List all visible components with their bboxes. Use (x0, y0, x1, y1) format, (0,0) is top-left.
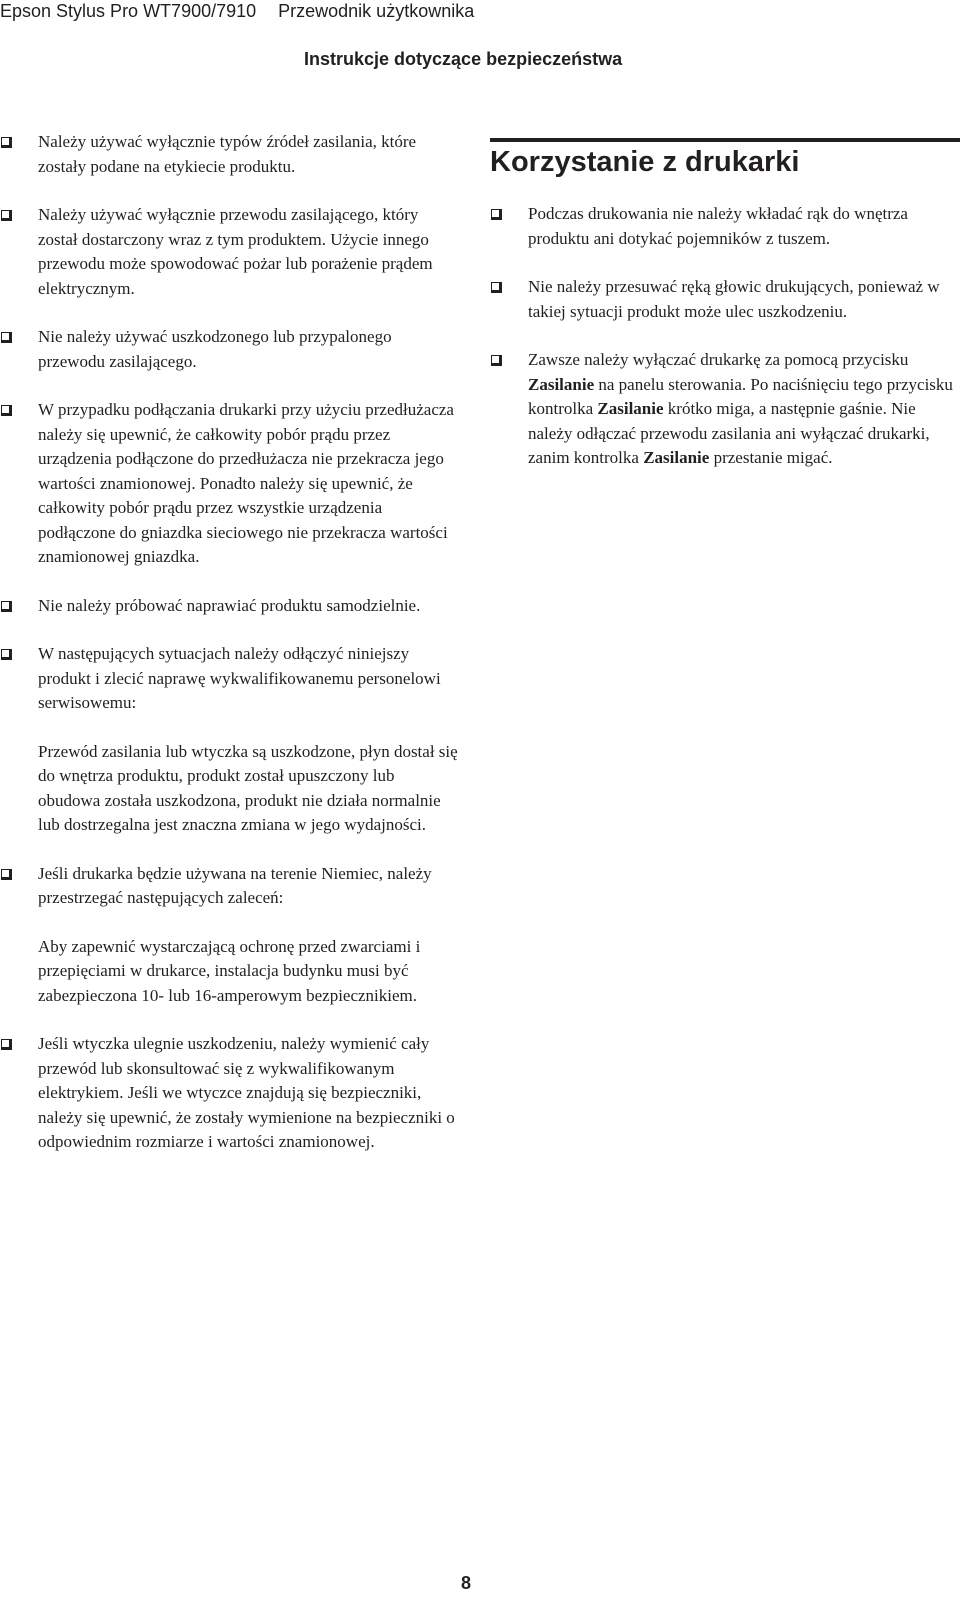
service-detail-paragraph: Przewód zasilania lub wtyczka są uszkodzone, płyn dostał się do wnętrza produktu, produkt został upuszczony lub obudowa została uszkodzona, produkt nie działa normalnie lub dostrzegalna jest znaczna zmiana w jego wydajności. (38, 741, 458, 834)
checkbox-bullet-icon (1, 1039, 12, 1050)
power-light-name: Zasilanie (597, 399, 664, 418)
list-item-text: Jeśli wtyczka ulegnie uszkodzeniu, należy wymienić cały przewód lub skonsultować się z wykwalifikowanym elektrykiem. Jeśli we wtyczce znajdują się bezpieczniki, należy się upewnić, że zostały wymienione na bezpieczniki o odpowiednim rozmiarze i wartości znamionowej. (38, 1034, 455, 1151)
power-item-text-part: przestanie migać. (709, 448, 833, 467)
checkbox-bullet-icon (491, 282, 502, 293)
list-item-text: Należy używać wyłącznie typów źródeł zasilania, które zostały podane na etykiecie produktu. (38, 132, 417, 176)
page-number: 8 (461, 1573, 472, 1593)
right-bullet-list (490, 202, 960, 471)
running-header (0, 0, 496, 22)
list-item (0, 1032, 460, 1155)
power-item-text-part: krótko miga, a następnie gaśnie. Nie należy odłączać przewodu zasilania ani wyłączać drukarki, zanim kontrolka (528, 399, 930, 467)
list-item-text: Jeśli drukarka będzie używana na terenie Niemiec, należy przestrzegać następujących zaleceń: (38, 863, 432, 907)
list-item (0, 594, 460, 619)
power-item-text-part: na panelu sterowania. Po naciśnięciu tego przycisku kontrolka (528, 374, 953, 418)
checkbox-bullet-icon (1, 649, 12, 660)
list-item (0, 398, 460, 570)
list-item (0, 130, 460, 179)
power-button-name: Zasilanie (528, 374, 595, 394)
list-item (0, 203, 460, 301)
checkbox-bullet-icon (1, 332, 12, 343)
checkbox-bullet-icon (1, 137, 12, 148)
power-light-name: Zasilanie (643, 448, 710, 467)
list-item (490, 275, 960, 324)
list-item (0, 325, 460, 374)
list-item-text: Nie należy używać uszkodzonego lub przypalonego przewodu zasilającego. (38, 327, 392, 371)
list-item (0, 862, 460, 1009)
checkbox-bullet-icon (491, 209, 502, 220)
list-item (490, 348, 960, 471)
printer-use-heading: Korzystanie z drukarki (490, 146, 800, 178)
checkbox-bullet-icon (1, 210, 12, 221)
list-item (490, 202, 960, 251)
list-item-text: Należy używać wyłącznie przewodu zasilającego, który został dostarczony wraz z tym produktem. Użycie innego przewodu może spowodować pożar lub porażenie prądem elektrycznym. (38, 205, 433, 298)
germany-detail-paragraph: Aby zapewnić wystarczającą ochronę przed zwarciami i przepięciami w drukarce, instalacja budynku musi być zabezpieczona 10- lub 16-amperowym bezpiecznikiem. (38, 936, 421, 1005)
power-item-text (528, 350, 953, 467)
list-item-text: Nie należy próbować naprawiać produktu samodzielnie. (38, 595, 421, 615)
list-item (0, 642, 460, 838)
list-item-text: W przypadku podłączania drukarki przy użyciu przedłużacza należy się upewnić, że całkowity pobór prądu przez urządzenia podłączone do przedłużacza nie przekracza jego wartości znamionowej. Ponadto należy się upewnić, że całkowity pobór prądu przez wszystkie urządzenia podłączone do gniazdka sieciowego nie przekracza wartości znamionowej gniazdka. (38, 400, 454, 566)
list-item-text: Podczas drukowania nie należy wkładać rąk do wnętrza produktu ani dotykać pojemników z tuszem. (528, 204, 908, 248)
checkbox-bullet-icon (1, 405, 12, 416)
checkbox-bullet-icon (1, 601, 12, 612)
header-guide-name: Przewodnik użytkownika (278, 1, 475, 21)
right-column (490, 138, 960, 495)
section-title: Instrukcje dotyczące bezpieczeństwa (304, 49, 623, 69)
left-column (0, 130, 460, 1179)
header-product-name: Epson Stylus Pro WT7900/7910 (0, 1, 257, 21)
list-item-text: Nie należy przesuwać ręką głowic drukujących, ponieważ w takiej sytuacji produkt może ulec uszkodzeniu. (528, 277, 940, 321)
checkbox-bullet-icon (491, 355, 502, 366)
left-bullet-list (0, 130, 460, 1155)
power-item-text-part: Zawsze należy wyłączać drukarkę za pomocą przycisku (528, 350, 909, 369)
list-item-text: W następujących sytuacjach należy odłączyć niniejszy produkt i zlecić naprawę wykwalifikowanemu personelowi serwisowemu: (38, 644, 441, 712)
checkbox-bullet-icon (1, 869, 12, 880)
